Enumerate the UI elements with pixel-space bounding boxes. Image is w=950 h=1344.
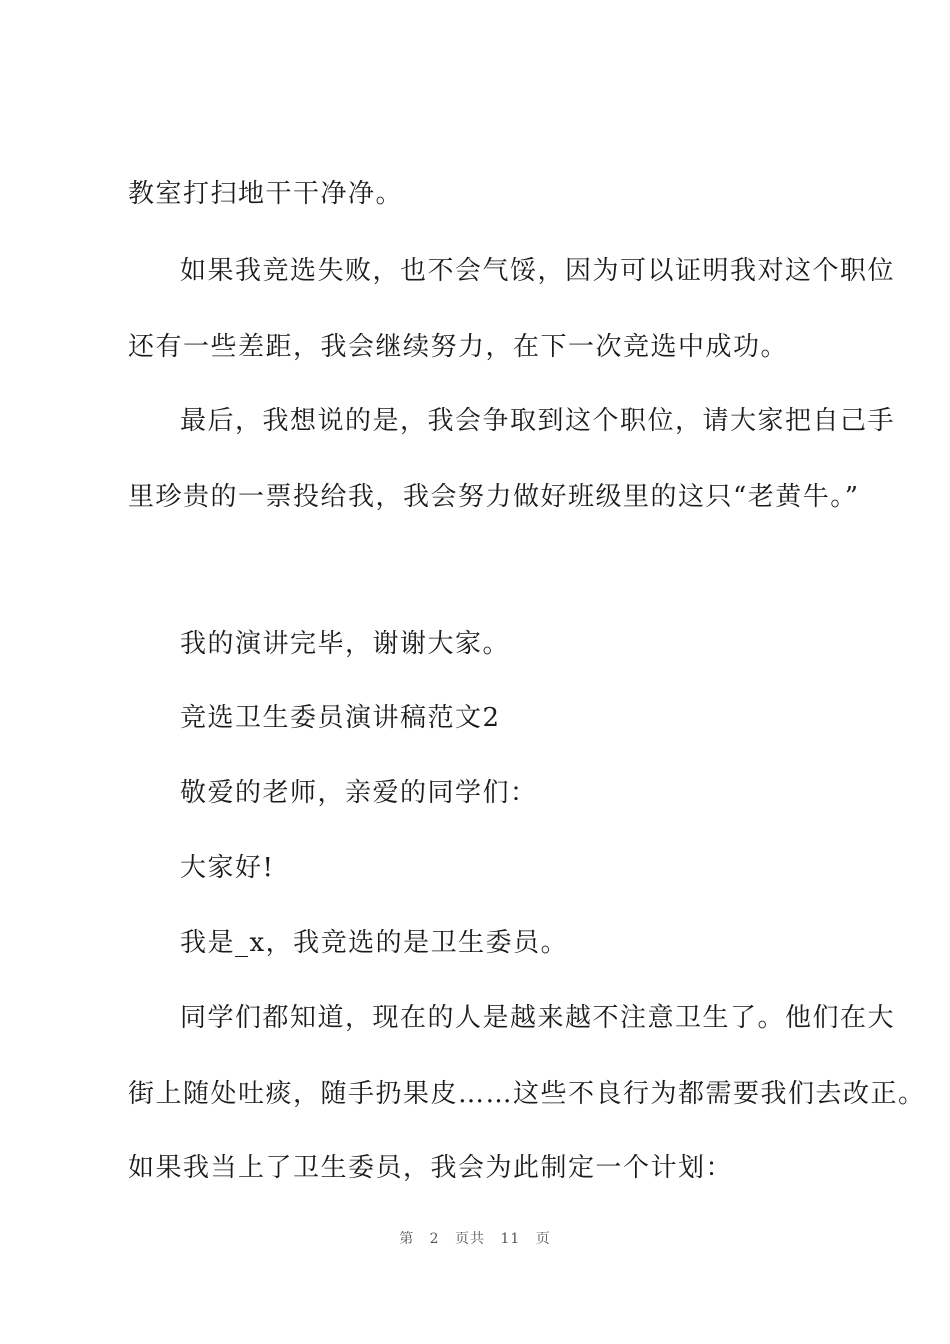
paragraph-line: 还有一些差距，我会继续努力，在下一次竞选中成功。	[128, 332, 789, 362]
paragraph-line: 教室打扫地干干净净。	[128, 179, 404, 209]
paragraph-line: 里珍贵的一票投给我，我会努力做好班级里的这只“老黄牛。”	[128, 482, 860, 512]
paragraph-line: 如果我当上了卫生委员，我会为此制定一个计划：	[128, 1153, 734, 1183]
greeting: 大家好!	[180, 853, 275, 883]
paragraph-line: 街上随处吐痰，随手扔果皮……这些不良行为都需要我们去改正。	[128, 1079, 926, 1109]
paragraph-line: 如果我竞选失败，也不会气馁，因为可以证明我对这个职位	[180, 256, 896, 286]
paragraph-line: 我是_x，我竞选的是卫生委员。	[180, 928, 569, 958]
paragraph-line: 最后，我想说的是，我会争取到这个职位，请大家把自己手	[180, 406, 896, 436]
page-number-footer: 第 2 页共 11 页	[399, 1231, 551, 1247]
section-title: 竞选卫生委员演讲稿范文2	[180, 703, 501, 733]
salutation: 敬爱的老师，亲爱的同学们：	[180, 778, 538, 808]
paragraph-line: 同学们都知道，现在的人是越来越不注意卫生了。他们在大	[180, 1003, 896, 1033]
paragraph-line: 我的演讲完毕，谢谢大家。	[180, 629, 511, 659]
